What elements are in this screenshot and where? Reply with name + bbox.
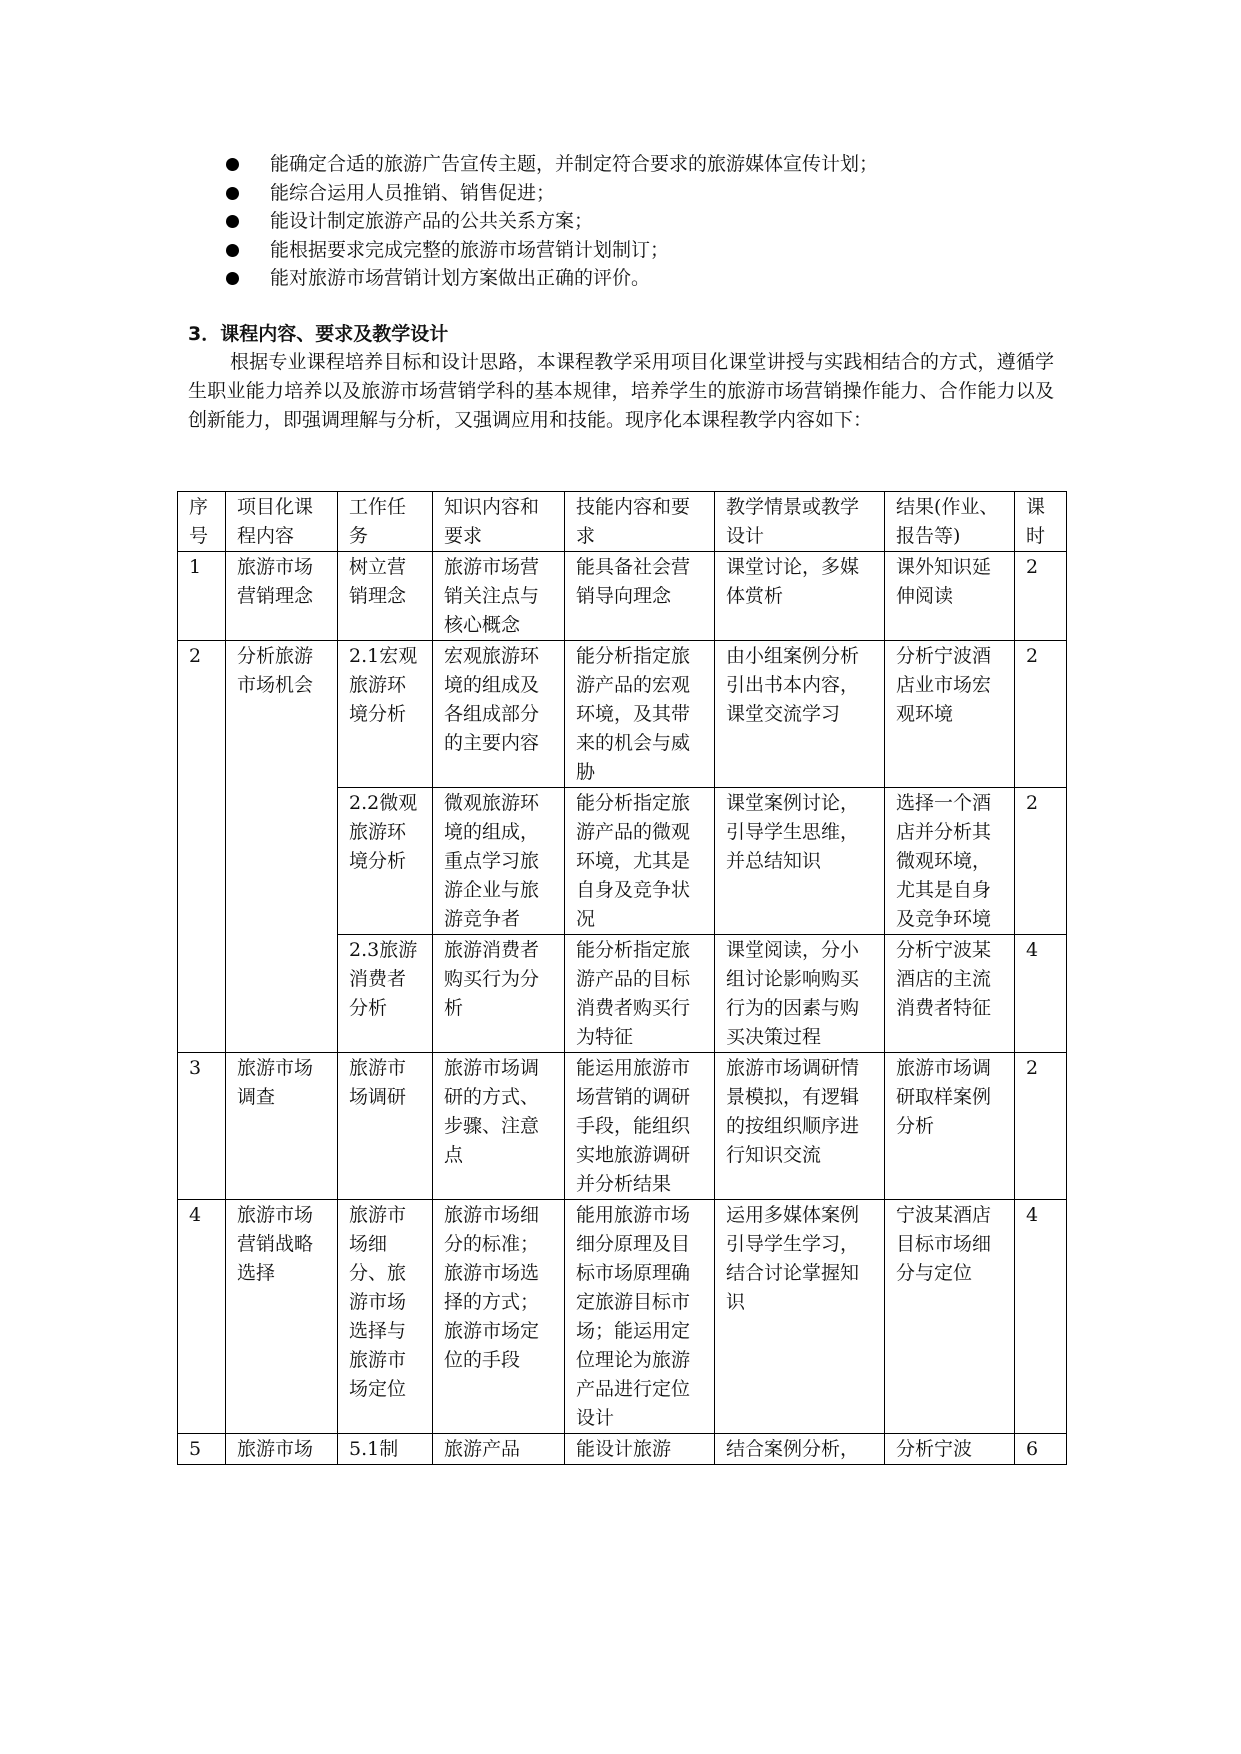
ability-bullet-list (224, 150, 878, 293)
cell-result: 课外知识延伸阅读 (885, 552, 1015, 641)
cell-hours: 2 (1015, 641, 1067, 788)
cell-skill: 能运用旅游市场营销的调研手段，能组织实地旅游调研并分析结果 (565, 1053, 715, 1200)
cell-teaching: 结合案例分析， (715, 1434, 885, 1465)
cell-skill: 能设计旅游 (565, 1434, 715, 1465)
cell-teaching: 由小组案例分析引出书本内容，课堂交流学习 (715, 641, 885, 788)
cell-result: 选择一个酒店并分析其微观环境，尤其是自身及竞争环境 (885, 788, 1015, 935)
header-cell: 课时 (1015, 492, 1067, 552)
cell-knowledge: 旅游消费者购买行为分析 (433, 935, 565, 1053)
cell-result: 分析宁波 (885, 1434, 1015, 1465)
cell-project: 分析旅游市场机会 (226, 641, 338, 1053)
cell-task: 旅游市场调研 (338, 1053, 433, 1200)
bullet-dot-icon (226, 215, 239, 228)
cell-task: 5.1制 (338, 1434, 433, 1465)
bullet-dot-icon (226, 244, 239, 257)
header-cell: 序号 (178, 492, 226, 552)
header-cell: 教学情景或教学设计 (715, 492, 885, 552)
cell-hours: 2 (1015, 788, 1067, 935)
cell-task: 2.1宏观旅游环境分析 (338, 641, 433, 788)
header-cell: 技能内容和要求 (565, 492, 715, 552)
cell-project: 旅游市场调查 (226, 1053, 338, 1200)
table-row (178, 552, 1067, 641)
cell-skill: 能用旅游市场细分原理及目标市场原理确定旅游目标市场；能运用定位理论为旅游产品进行定位设计 (565, 1200, 715, 1434)
header-cell: 知识内容和要求 (433, 492, 565, 552)
cell-result: 分析宁波酒店业市场宏观环境 (885, 641, 1015, 788)
table-header-row (178, 492, 1067, 552)
cell-project: 旅游市场营销战略选择 (226, 1200, 338, 1434)
bullet-item: 能确定合适的旅游广告宣传主题，并制定符合要求的旅游媒体宣传计划； (224, 150, 878, 179)
cell-teaching: 运用多媒体案例引导学生学习，结合讨论掌握知识 (715, 1200, 885, 1434)
header-cell: 工作任务 (338, 492, 433, 552)
cell-teaching: 课堂阅读，分小组讨论影响购买行为的因素与购买决策过程 (715, 935, 885, 1053)
cell-skill: 能分析指定旅游产品的宏观环境，及其带来的机会与威胁 (565, 641, 715, 788)
cell-hours: 4 (1015, 935, 1067, 1053)
bullet-dot-icon (226, 187, 239, 200)
cell-no: 4 (178, 1200, 226, 1434)
cell-teaching: 旅游市场调研情景模拟，有逻辑的按组织顺序进行知识交流 (715, 1053, 885, 1200)
cell-task: 旅游市场细分、旅游市场选择与旅游市场定位 (338, 1200, 433, 1434)
cell-knowledge: 旅游市场细分的标准；旅游市场选择的方式；旅游市场定位的手段 (433, 1200, 565, 1434)
cell-project: 旅游市场 (226, 1434, 338, 1465)
cell-skill: 能分析指定旅游产品的微观环境，尤其是自身及竞争状况 (565, 788, 715, 935)
cell-result: 旅游市场调研取样案例分析 (885, 1053, 1015, 1200)
cell-teaching: 课堂案例讨论，引导学生思维，并总结知识 (715, 788, 885, 935)
cell-project: 旅游市场营销理念 (226, 552, 338, 641)
cell-skill: 能分析指定旅游产品的目标消费者购买行为特征 (565, 935, 715, 1053)
cell-no: 1 (178, 552, 226, 641)
cell-hours: 2 (1015, 552, 1067, 641)
cell-task: 树立营销理念 (338, 552, 433, 641)
cell-knowledge: 宏观旅游环境的组成及各组成部分的主要内容 (433, 641, 565, 788)
cell-knowledge: 旅游市场营销关注点与核心概念 (433, 552, 565, 641)
intro-paragraph: 根据专业课程培养目标和设计思路，本课程教学采用项目化课堂讲授与实践相结合的方式，遵循学生职业能力培养以及旅游市场营销学科的基本规律，培养学生的旅游市场营销操作能力、合作能力以及创新能力，即强调理解与分析，又强调应用和技能。现序化本课程教学内容如下： (188, 351, 1054, 431)
cell-no: 3 (178, 1053, 226, 1200)
bullet-item: 能对旅游市场营销计划方案做出正确的评价。 (224, 264, 878, 293)
cell-knowledge: 旅游市场调研的方式、步骤、注意点 (433, 1053, 565, 1200)
cell-knowledge: 微观旅游环境的组成，重点学习旅游企业与旅游竞争者 (433, 788, 565, 935)
cell-teaching: 课堂讨论，多媒体赏析 (715, 552, 885, 641)
cell-result: 宁波某酒店目标市场细分与定位 (885, 1200, 1015, 1434)
bullet-item: 能综合运用人员推销、销售促进； (224, 179, 878, 208)
cell-hours: 6 (1015, 1434, 1067, 1465)
cell-hours: 4 (1015, 1200, 1067, 1434)
bullet-dot-icon (226, 272, 239, 285)
cell-no: 5 (178, 1434, 226, 1465)
cell-task: 2.3旅游消费者分析 (338, 935, 433, 1053)
cell-task: 2.2微观旅游环境分析 (338, 788, 433, 935)
cell-result: 分析宁波某酒店的主流消费者特征 (885, 935, 1015, 1053)
header-cell: 结果(作业、报告等) (885, 492, 1015, 552)
bullet-item: 能设计制定旅游产品的公共关系方案； (224, 207, 878, 236)
cell-no: 2 (178, 641, 226, 1053)
cell-knowledge: 旅游产品 (433, 1434, 565, 1465)
cell-hours: 2 (1015, 1053, 1067, 1200)
table-row (178, 1200, 1067, 1434)
table-row (178, 1053, 1067, 1200)
course-content-table (177, 491, 1067, 1465)
table-row (178, 641, 1067, 788)
section-heading: 3．课程内容、要求及教学设计 (188, 323, 449, 345)
cell-skill: 能具备社会营销导向理念 (565, 552, 715, 641)
table-row (178, 1434, 1067, 1465)
bullet-dot-icon (226, 158, 239, 171)
bullet-item: 能根据要求完成完整的旅游市场营销计划制订； (224, 236, 878, 265)
header-cell: 项目化课程内容 (226, 492, 338, 552)
